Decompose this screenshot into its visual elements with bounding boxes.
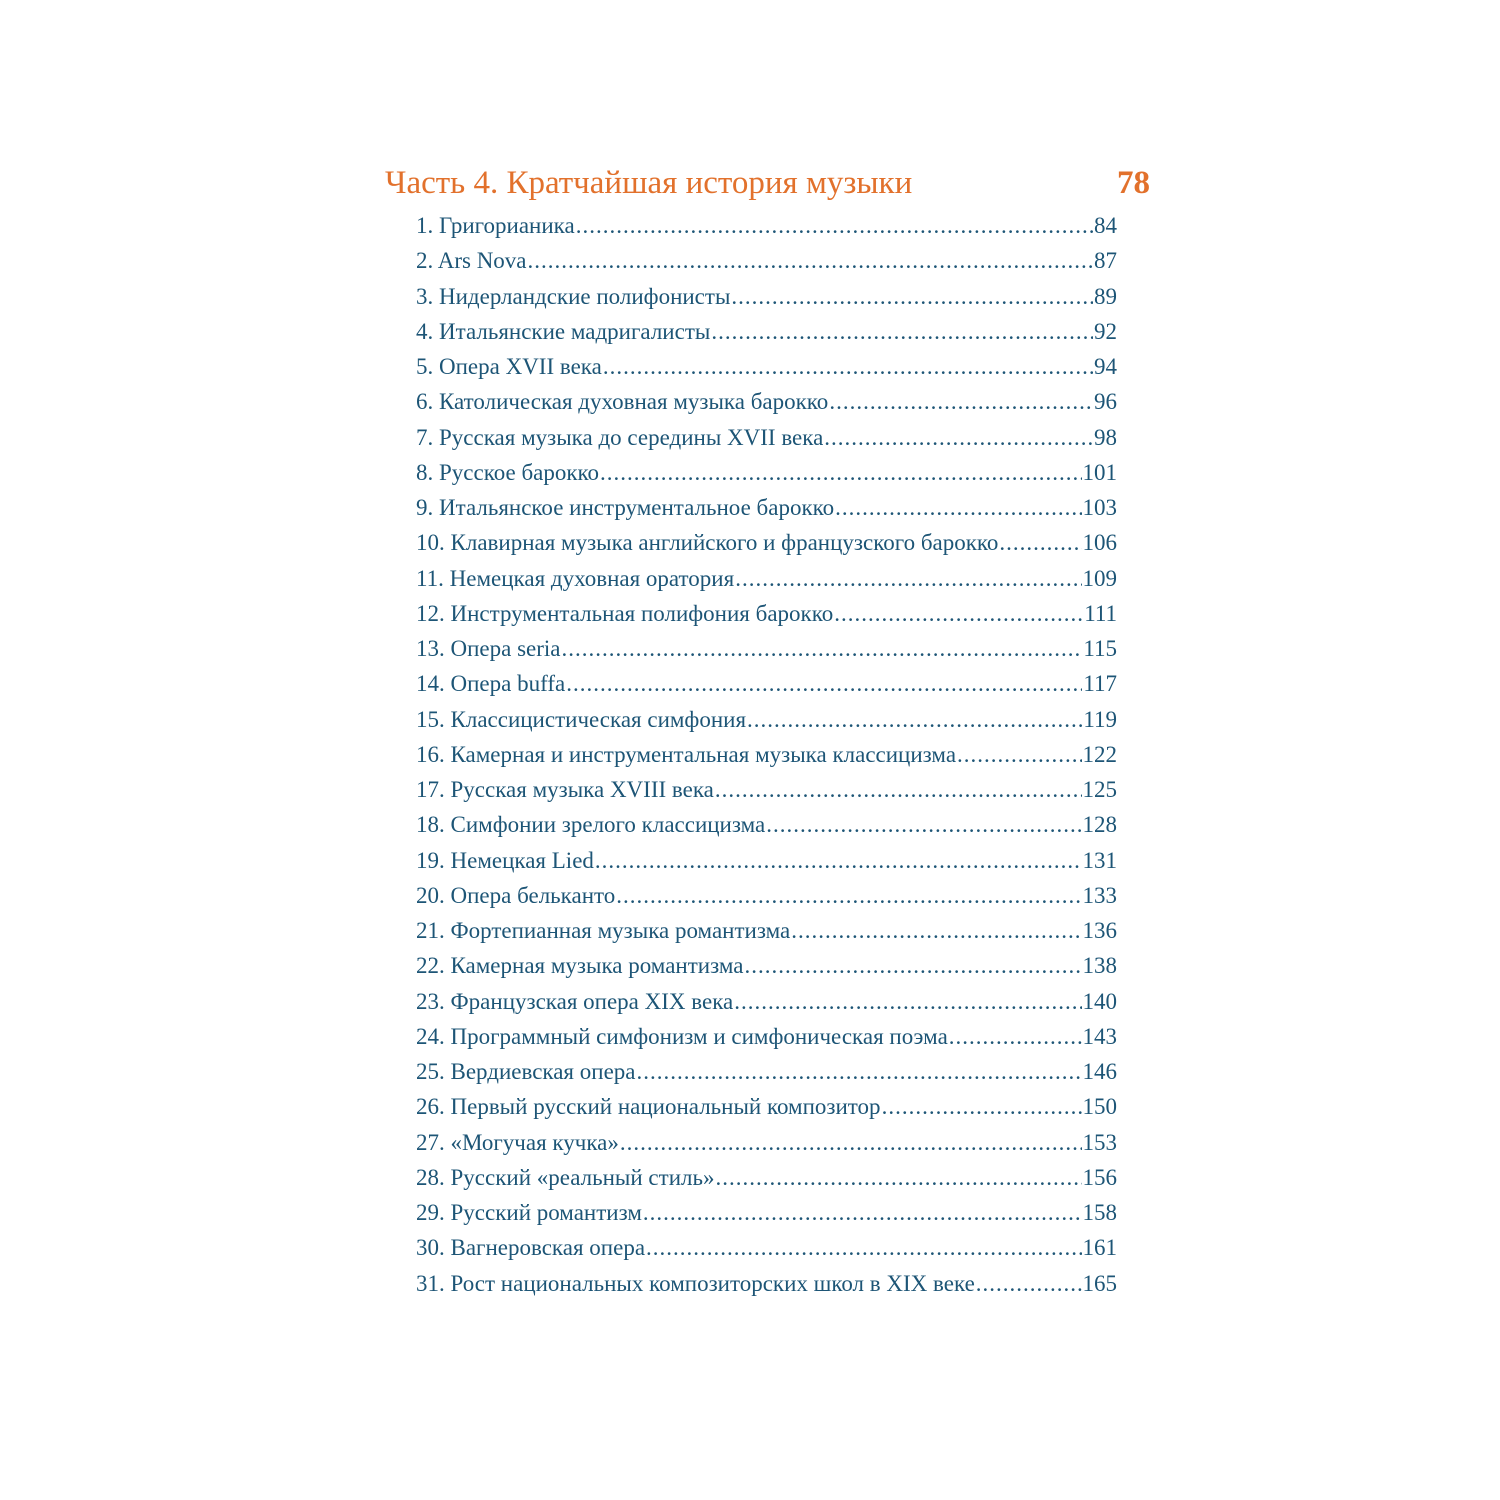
- part-heading[interactable]: [385, 160, 1150, 206]
- toc-entry-page-number: 96: [1094, 389, 1117, 415]
- part-page-number: 78: [1117, 165, 1150, 201]
- dot-leader: [600, 455, 1081, 490]
- toc-entry-title: 4. Итальянские мадригалисты: [416, 318, 711, 344]
- toc-entry-page-number: 140: [1082, 988, 1117, 1014]
- toc-entry[interactable]: [416, 631, 1117, 666]
- toc-entry-page-number: 94: [1094, 354, 1117, 379]
- dot-leader: [711, 314, 1093, 349]
- toc-entry-title: 27. «Могучая кучка»: [416, 1129, 619, 1155]
- dot-leader: [616, 878, 1081, 913]
- toc-entry-page-number: 106: [1082, 530, 1117, 556]
- dot-leader: [791, 913, 1081, 948]
- toc-entry-page-number: 119: [1083, 706, 1117, 732]
- toc-entry[interactable]: [416, 1054, 1117, 1089]
- toc-entry-page-number: 92: [1094, 318, 1117, 344]
- toc-entry[interactable]: [416, 1089, 1117, 1124]
- dot-leader: [976, 1266, 1082, 1301]
- toc-entry-page-number: 98: [1094, 424, 1117, 450]
- toc-entry[interactable]: [416, 490, 1117, 525]
- dot-leader: [566, 666, 1082, 701]
- toc-entry-page-number: 158: [1082, 1200, 1117, 1225]
- toc-entry-title: 3. Нидерландские полифонисты: [416, 283, 731, 309]
- toc-entry-title: 6. Католическая духовная музыка барокко: [416, 389, 829, 415]
- toc-entry-page-number: 117: [1083, 671, 1117, 697]
- dot-leader: [949, 1019, 1082, 1054]
- toc-entry[interactable]: [416, 737, 1117, 772]
- toc-entry[interactable]: [416, 843, 1117, 878]
- toc-entry[interactable]: [416, 807, 1117, 842]
- dot-leader: [744, 948, 1081, 983]
- toc-entry-title: 13. Опера seria: [416, 636, 561, 661]
- toc-entry[interactable]: [416, 1266, 1117, 1301]
- toc-entry-page-number: 122: [1082, 741, 1117, 767]
- toc-entry-page-number: 125: [1082, 777, 1117, 802]
- toc-entry-page-number: 89: [1094, 283, 1117, 309]
- toc-entry-title: 26. Первый русский национальный композитор: [416, 1094, 881, 1120]
- dot-leader: [829, 384, 1093, 419]
- toc-entry[interactable]: [416, 596, 1117, 631]
- dot-leader: [957, 737, 1081, 772]
- toc-entry-page-number: 165: [1082, 1270, 1117, 1296]
- toc-entry-page-number: 128: [1082, 812, 1117, 838]
- toc-entry-title: 2. Ars Nova: [416, 248, 527, 274]
- part-title: Часть 4. Кратчайшая история музыки: [385, 165, 913, 201]
- toc-entry-title: 21. Фортепианная музыка романтизма: [416, 918, 791, 943]
- toc-entry-title: 1. Григорианика: [416, 213, 575, 238]
- dot-leader: [834, 596, 1083, 631]
- toc-entry-title: 11. Немецкая духовная оратория: [416, 565, 735, 591]
- toc-entry-list: [416, 208, 1117, 1301]
- toc-entry-title: 18. Симфонии зрелого классицизма: [416, 812, 766, 838]
- toc-entry-title: 25. Вердиевская опера: [416, 1059, 636, 1084]
- toc-entry-title: 12. Инструментальная полифония барокко: [416, 600, 834, 626]
- dot-leader: [646, 1230, 1081, 1265]
- toc-entry-page-number: 143: [1082, 1023, 1117, 1049]
- toc-entry-title: 22. Камерная музыка романтизма: [416, 953, 744, 979]
- toc-entry[interactable]: [416, 702, 1117, 737]
- dot-leader: [603, 349, 1093, 384]
- toc-entry-page-number: 133: [1082, 882, 1117, 908]
- dot-leader: [734, 984, 1081, 1019]
- toc-entry[interactable]: [416, 1195, 1117, 1230]
- toc-entry[interactable]: [416, 948, 1117, 983]
- toc-entry[interactable]: [416, 243, 1117, 278]
- toc-entry-page-number: 87: [1094, 248, 1117, 274]
- dot-leader: [643, 1195, 1082, 1230]
- toc-entry-page-number: 115: [1083, 636, 1117, 661]
- toc-entry[interactable]: [416, 1125, 1117, 1160]
- toc-entry-page-number: 153: [1082, 1129, 1117, 1155]
- dot-leader: [620, 1125, 1082, 1160]
- dot-leader: [715, 1160, 1081, 1195]
- toc-entry[interactable]: [416, 878, 1117, 913]
- dot-leader: [715, 772, 1082, 807]
- toc-entry-page-number: 101: [1082, 459, 1117, 485]
- toc-entry[interactable]: [416, 314, 1117, 349]
- toc-entry-page-number: 84: [1094, 213, 1117, 238]
- toc-entry-page-number: 136: [1082, 918, 1117, 943]
- toc-entry-page-number: 103: [1082, 495, 1117, 520]
- dot-leader: [824, 420, 1093, 455]
- dot-leader: [562, 631, 1083, 666]
- toc-entry-title: 15. Классицистическая симфония: [416, 706, 747, 732]
- dot-leader: [731, 279, 1093, 314]
- toc-entry-title: 10. Клавирная музыка английского и французского барокко: [416, 530, 999, 556]
- dot-leader: [999, 525, 1081, 560]
- toc-entry-page-number: 146: [1082, 1059, 1117, 1084]
- toc-entry[interactable]: [416, 455, 1117, 490]
- toc-entry-title: 8. Русское барокко: [416, 459, 600, 485]
- dot-leader: [835, 490, 1081, 525]
- dot-leader: [747, 702, 1082, 737]
- toc-entry[interactable]: [416, 420, 1117, 455]
- toc-entry-title: 7. Русская музыка до середины XVII века: [416, 424, 824, 450]
- dot-leader: [766, 807, 1081, 842]
- toc-entry-title: 9. Итальянское инструментальное барокко: [416, 495, 835, 520]
- toc-entry[interactable]: [416, 772, 1117, 807]
- toc-entry-title: 29. Русский романтизм: [416, 1200, 642, 1225]
- toc-entry-title: 20. Опера бельканто: [416, 882, 616, 908]
- toc-entry[interactable]: [416, 384, 1117, 419]
- toc-entry-page-number: 109: [1082, 565, 1117, 591]
- dot-leader: [595, 843, 1082, 878]
- toc-entry-title: 28. Русский «реальный стиль»: [416, 1164, 715, 1190]
- dot-leader: [528, 243, 1093, 278]
- toc-entry-page-number: 131: [1082, 847, 1117, 873]
- toc-entry[interactable]: [416, 561, 1117, 596]
- toc-entry-title: 17. Русская музыка XVIII века: [416, 777, 714, 802]
- toc-entry-title: 31. Рост национальных композиторских школ в XIX веке: [416, 1270, 975, 1296]
- toc-entry[interactable]: [416, 279, 1117, 314]
- toc-entry-page-number: 138: [1082, 953, 1117, 979]
- toc-entry[interactable]: [416, 525, 1117, 560]
- toc-entry[interactable]: [416, 984, 1117, 1019]
- toc-entry[interactable]: [416, 208, 1117, 243]
- dot-leader: [576, 208, 1093, 243]
- toc-entry[interactable]: [416, 1230, 1117, 1265]
- dot-leader: [882, 1089, 1082, 1124]
- toc-entry-title: 5. Опера XVII века: [416, 354, 602, 379]
- toc-entry[interactable]: [416, 913, 1117, 948]
- toc-entry-title: 16. Камерная и инструментальная музыка классицизма: [416, 741, 957, 767]
- toc-entry[interactable]: [416, 1160, 1117, 1195]
- toc-entry[interactable]: [416, 666, 1117, 701]
- toc-entry-title: 23. Французская опера XIX века: [416, 988, 734, 1014]
- dot-leader: [735, 561, 1081, 596]
- toc-entry-page-number: 161: [1082, 1235, 1117, 1261]
- toc-entry-title: 24. Программный симфонизм и симфоническая поэма: [416, 1023, 948, 1049]
- toc-entry-title: 30. Вагнеровская опера: [416, 1235, 646, 1261]
- dot-leader: [637, 1054, 1082, 1089]
- toc-entry-page-number: 111: [1084, 600, 1117, 626]
- toc-entry-title: 14. Опера buffa: [416, 671, 566, 697]
- toc-entry-page-number: 156: [1082, 1164, 1117, 1190]
- toc-entry[interactable]: [416, 349, 1117, 384]
- toc-entry-page-number: 150: [1082, 1094, 1117, 1120]
- toc-entry-title: 19. Немецкая Lied: [416, 847, 594, 873]
- toc-entry[interactable]: [416, 1019, 1117, 1054]
